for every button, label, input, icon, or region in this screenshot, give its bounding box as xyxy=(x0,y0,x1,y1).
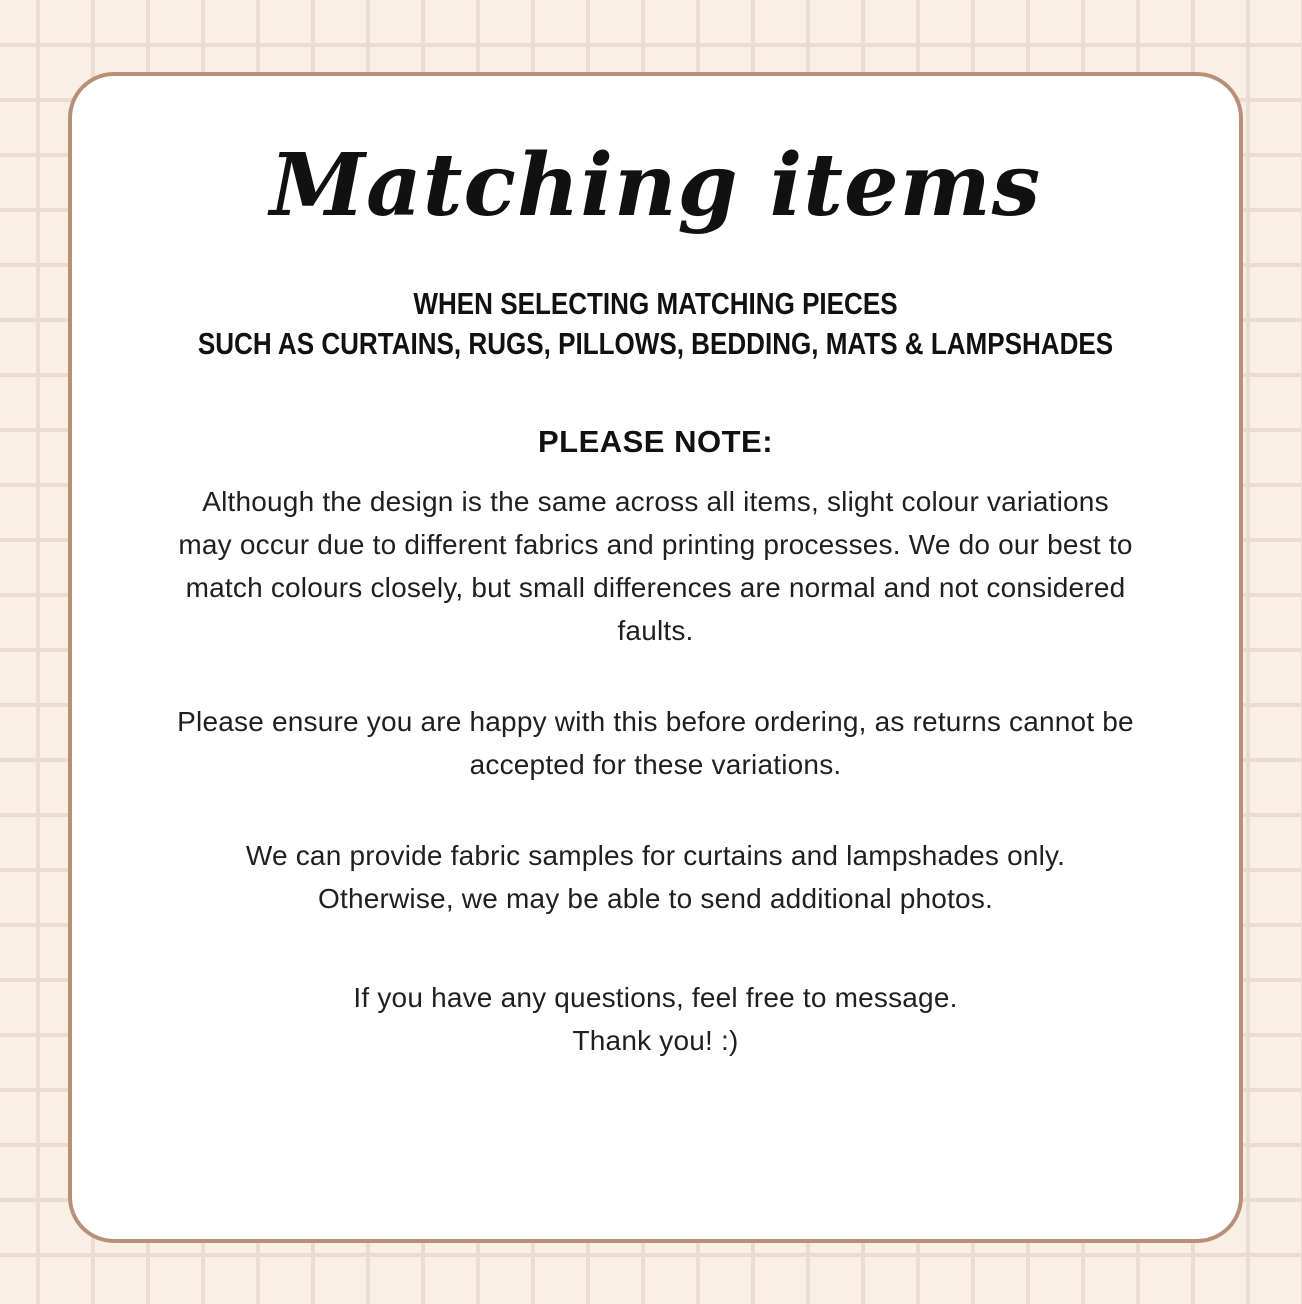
notice-card xyxy=(68,72,1243,1243)
subtitle-line-2: SUCH AS CURTAINS, RUGS, PILLOWS, BEDDING, MATS & LAMPSHADES xyxy=(197,326,1114,362)
paragraph-returns-policy: Please ensure you are happy with this before ordering, as returns cannot be accepted for these variations. xyxy=(177,706,1134,781)
thank-you-line: Thank you! :) xyxy=(572,1025,739,1057)
page-title: Matching items xyxy=(269,135,1042,236)
paragraph-fabric-samples: We can provide fabric samples for curtains and lampshades only. Otherwise, we may be able to send additional photos. xyxy=(245,840,1066,915)
paragraph-closing xyxy=(176,976,1136,1062)
paragraph-colour-variations: Although the design is the same across all items, slight colour variations may occur due to different fabrics and printing processes. We do our best to match colours closely, but small differences are normal and not considered faults. xyxy=(178,486,1133,647)
subtitle-line-1: WHEN SELECTING MATCHING PIECES xyxy=(413,286,898,322)
subtitle xyxy=(72,284,1239,364)
closing-questions-line: If you have any questions, feel free to message. xyxy=(353,982,958,1014)
note-heading: PLEASE NOTE: xyxy=(537,424,774,460)
